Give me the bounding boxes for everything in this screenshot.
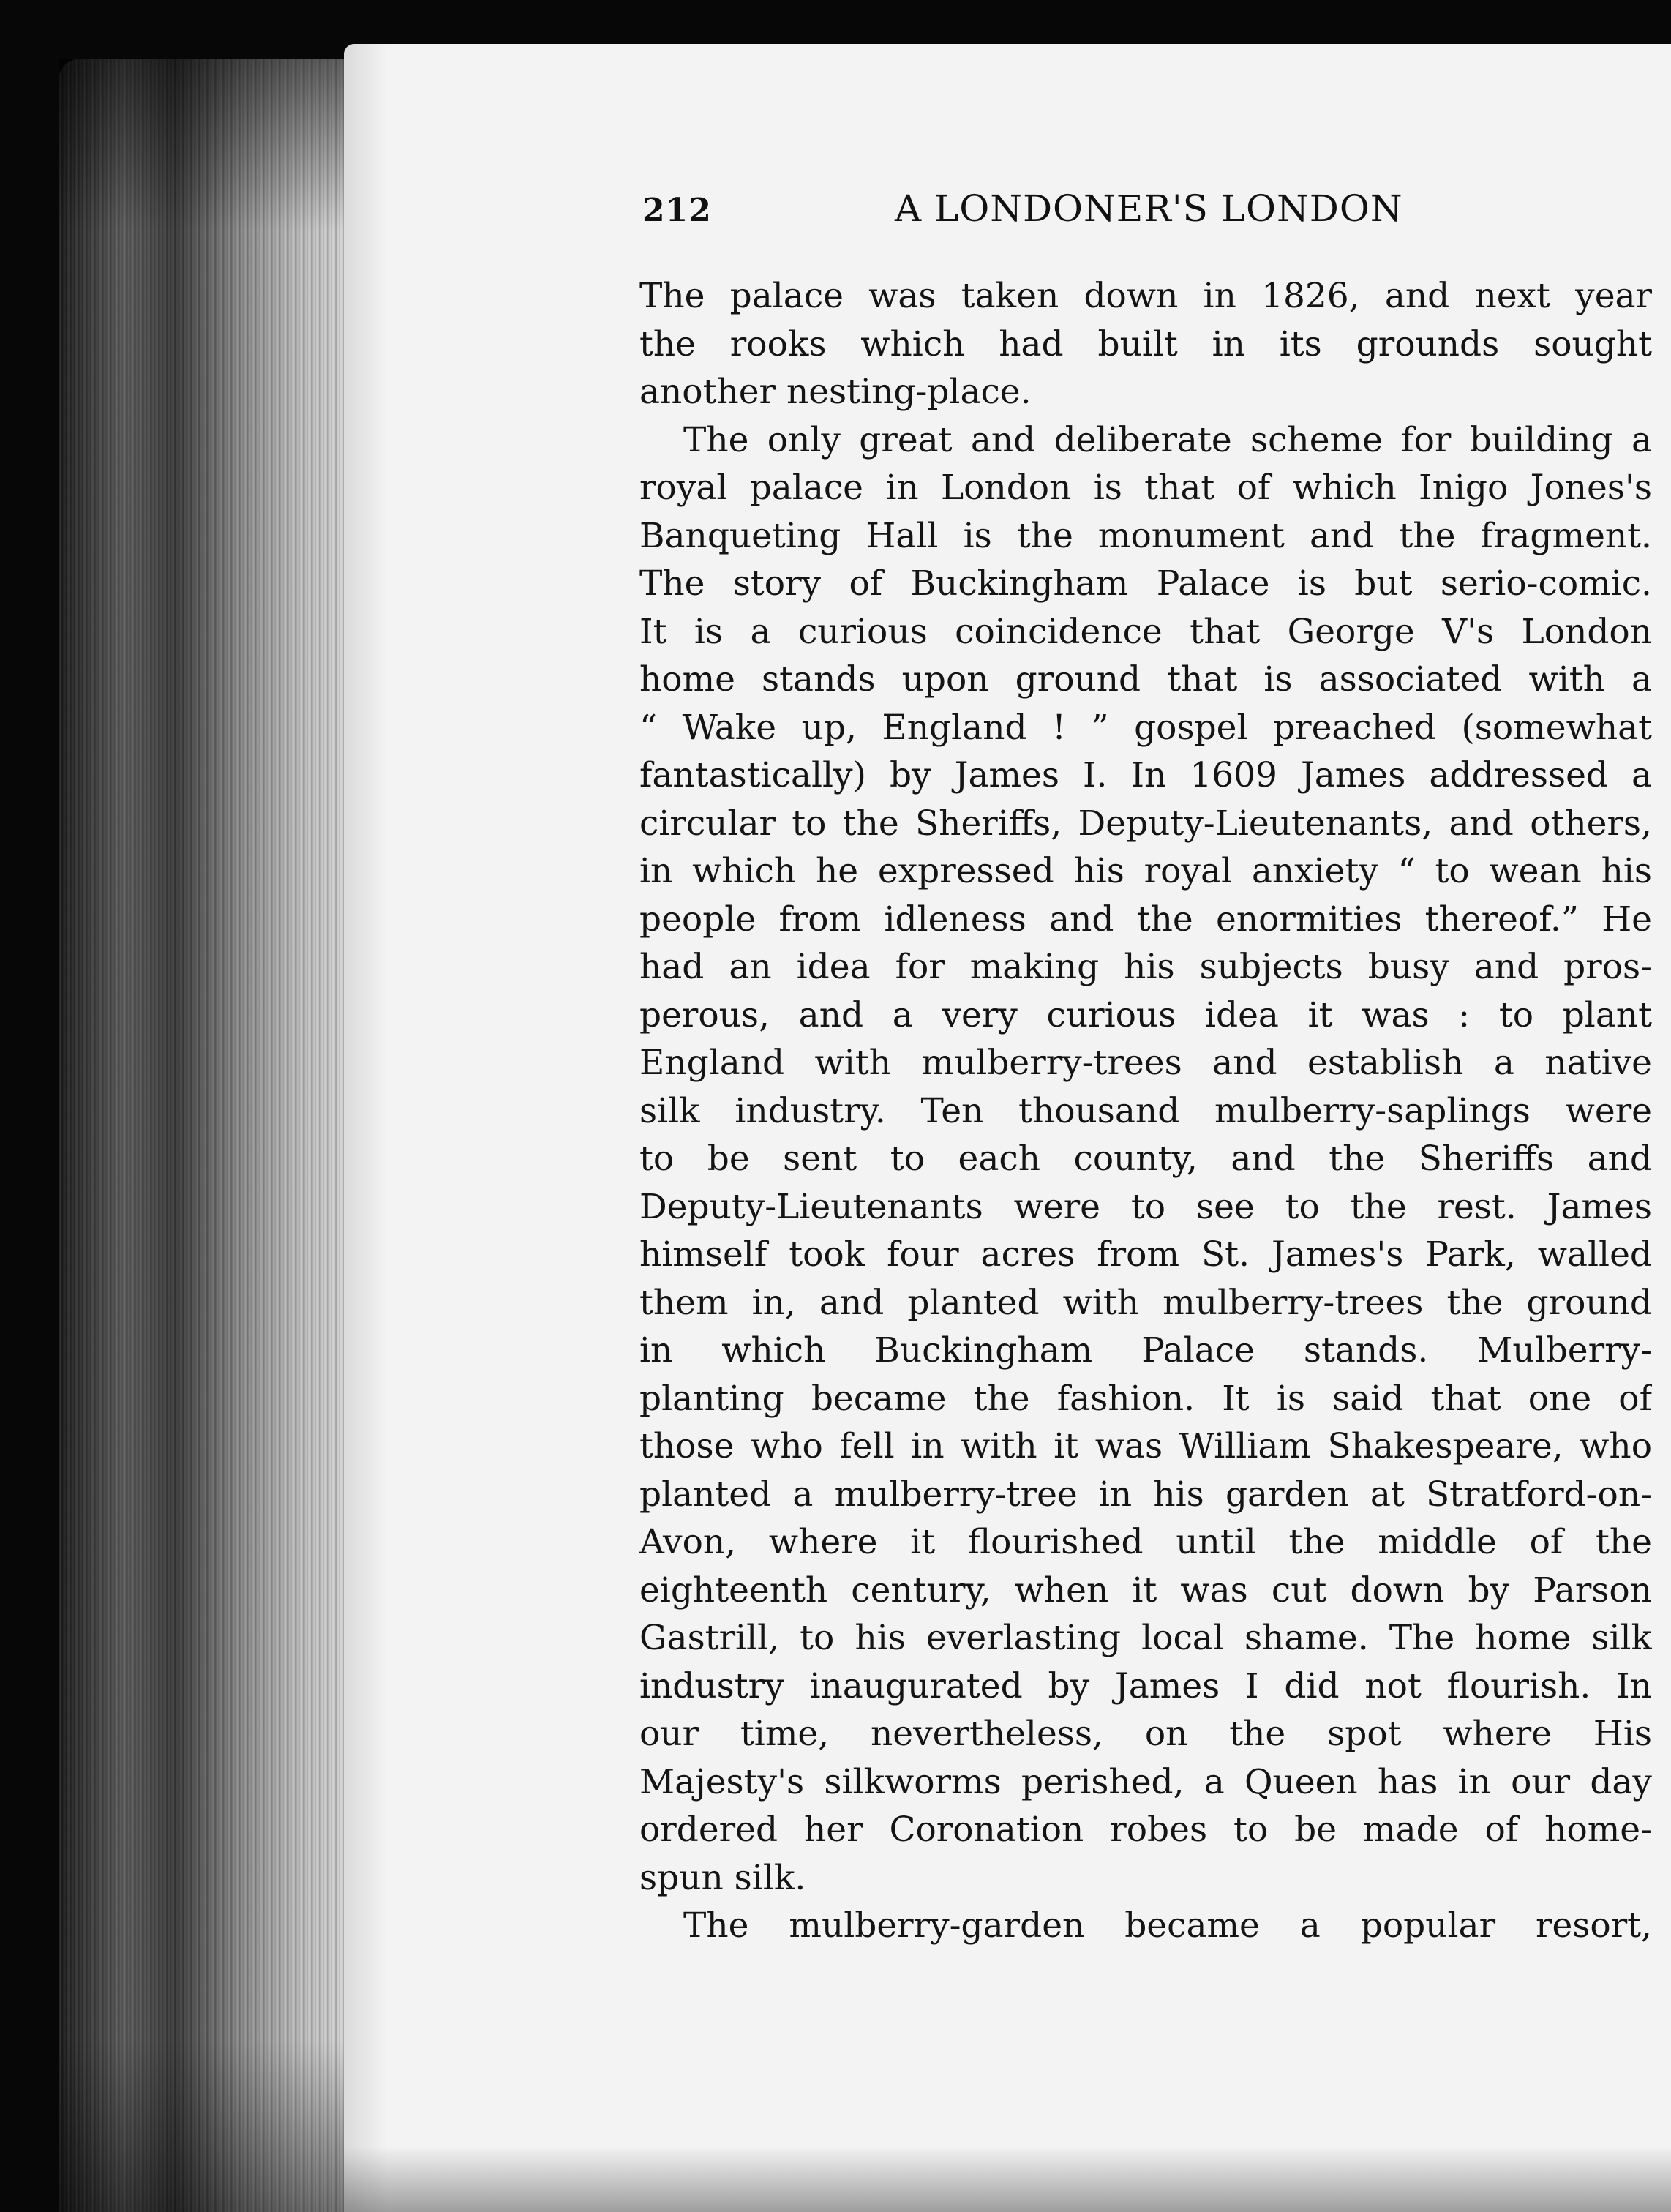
text-line: Banqueting Hall is the monument and the fragment. [639, 515, 1652, 556]
text-line: The story of Buckingham Palace is but serio-comic. [639, 563, 1652, 604]
text-line: It is a curious coincidence that George V's London [639, 611, 1652, 652]
text-line: industry inaugurated by James I did not flourish. In [639, 1665, 1652, 1706]
text-line: another nesting-place. [639, 372, 1032, 412]
text-line: The mulberry-garden became a popular resort, [683, 1905, 1652, 1946]
text-line: in which Buckingham Palace stands. Mulberry- [639, 1330, 1652, 1371]
text-line: in which he expressed his royal anxiety “ to wean his [639, 851, 1652, 891]
text-line: planting became the fashion. It is said that one of [639, 1378, 1652, 1419]
text-line: royal palace in London is that of which Inigo Jones's [639, 468, 1652, 508]
text-line: eighteenth century, when it was cut down by Parson [639, 1570, 1652, 1611]
text-line: our time, nevertheless, on the spot where His [639, 1714, 1652, 1754]
text-line: himself took four acres from St. James's Park, walled [639, 1234, 1652, 1275]
text-line: circular to the Sheriffs, Deputy-Lieutenants, and others, [639, 803, 1652, 844]
paragraph [639, 272, 1652, 416]
text-line: ordered her Coronation robes to be made of home- [639, 1810, 1652, 1850]
text-line: home stands upon ground that is associated with a [639, 659, 1652, 700]
text-line: “ Wake up, England ! ” gospel preached (somewhat [639, 707, 1652, 748]
page-edges-shadow [59, 59, 351, 2212]
running-head [642, 187, 1652, 246]
text-line: Majesty's silkworms perished, a Queen has in our day [639, 1761, 1652, 1802]
text-line: perous, and a very curious idea it was : to plant [639, 994, 1652, 1035]
text-line: silk industry. Ten thousand mulberry-saplings were [639, 1090, 1652, 1131]
page-number: 212 [642, 192, 712, 229]
text-line: The palace was taken down in 1826, and next year [639, 276, 1652, 316]
text-line: fantastically) by James I. In 1609 James addressed a [639, 755, 1652, 795]
text-line: had an idea for making his subjects busy and pros- [639, 947, 1652, 987]
text-line: them in, and planted with mulberry-trees the ground [639, 1282, 1652, 1323]
text-line: spun silk. [639, 1857, 806, 1898]
text-line: to be sent to each county, and the Sheriffs and [639, 1139, 1652, 1179]
text-line: people from idleness and the enormities thereof.” He [639, 899, 1652, 940]
text-line: England with mulberry-trees and establish a native [639, 1043, 1652, 1083]
running-title: A LONDONER'S LONDON [895, 187, 1403, 230]
text-line: Gastrill, to his everlasting local shame. The home silk [639, 1618, 1652, 1658]
text-line: Avon, where it flourished until the middle of the [639, 1522, 1652, 1562]
paragraph [639, 416, 1652, 1902]
text-line: Deputy-Lieutenants were to see to the rest. James [639, 1186, 1652, 1227]
text-line: planted a mulberry-tree in his garden at Stratford-on- [639, 1474, 1652, 1515]
paragraph [639, 1902, 1652, 1950]
text-line: The only great and deliberate scheme for building a [683, 419, 1652, 460]
text-line: those who fell in with it was William Shakespeare, who [639, 1426, 1652, 1466]
text-line: the rooks which had built in its grounds sought [639, 323, 1652, 364]
body-text [639, 272, 1652, 1950]
